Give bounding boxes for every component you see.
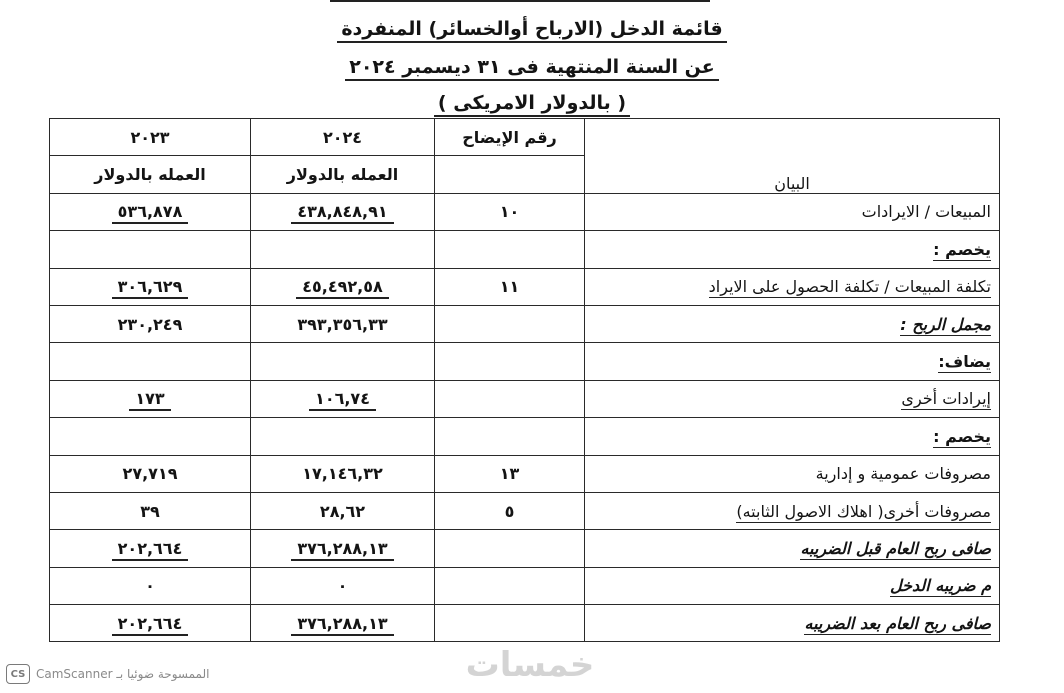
row-label: يضاف: (585, 343, 1000, 380)
table-row (50, 418, 1000, 455)
value-2023: ٢٠٢,٦٦٤ (50, 605, 251, 642)
note-number (435, 231, 585, 268)
note-number (435, 530, 585, 567)
value-2024: ٤٥,٤٩٢,٥٨ (251, 268, 435, 305)
note-number (435, 605, 585, 642)
note-number: ١١ (435, 268, 585, 305)
statement-currency: ( بالدولار الامريكى ) (0, 90, 1064, 116)
row-label: يخصم : (585, 231, 1000, 268)
value-2024: ٤٣٨,٨٤٨,٩١ (251, 193, 435, 230)
year-2023-header: ٢٠٢٣ (50, 119, 251, 156)
table-row (50, 530, 1000, 567)
row-label: مصروفات أخرى( اهلاك الاصول الثابته) (585, 492, 1000, 529)
table-row (50, 343, 1000, 380)
value-2023: ٢٣٠,٢٤٩ (50, 305, 251, 342)
table-row (50, 605, 1000, 642)
top-rule (330, 0, 710, 6)
statement-title: قائمة الدخل (الارباح أوالخسائر) المنفردة (0, 16, 1064, 42)
row-label: تكلفة المبيعات / تكلفة الحصول على الايراد (585, 268, 1000, 305)
note-number (435, 343, 585, 380)
currency-2024-header: العمله بالدولار (251, 156, 435, 193)
note-header-blank (435, 156, 585, 193)
header-row-years (50, 119, 1000, 156)
note-column-header: رقم الإيضاح (435, 119, 585, 156)
note-number: ١٣ (435, 455, 585, 492)
camscanner-logo-icon: CS (6, 664, 30, 684)
value-2023: ٣٠٦,٦٢٩ (50, 268, 251, 305)
khamsat-watermark: خمسات (465, 645, 595, 685)
note-number: ٥ (435, 492, 585, 529)
camscanner-stamp (6, 662, 209, 686)
value-2024: ٣٧٦,٢٨٨,١٣ (251, 605, 435, 642)
table-row (50, 193, 1000, 230)
note-number (435, 567, 585, 604)
note-number (435, 418, 585, 455)
value-2024: ١٧,١٤٦,٣٢ (251, 455, 435, 492)
value-2023: ٢٠٢,٦٦٤ (50, 530, 251, 567)
value-2024: ١٠٦,٧٤ (251, 380, 435, 417)
value-2024: ٣٧٦,٢٨٨,١٣ (251, 530, 435, 567)
table-row (50, 567, 1000, 604)
row-label: صافى ربح العام قبل الضريبه (585, 530, 1000, 567)
row-label: المبيعات / الايرادات (585, 193, 1000, 230)
table-row (50, 380, 1000, 417)
value-2023 (50, 231, 251, 268)
value-2023: ٢٧,٧١٩ (50, 455, 251, 492)
value-2023: ٥٣٦,٨٧٨ (50, 193, 251, 230)
value-2023 (50, 418, 251, 455)
value-2024: ٢٨,٦٢ (251, 492, 435, 529)
row-label: إيرادات أخرى (585, 380, 1000, 417)
value-2023: ١٧٣ (50, 380, 251, 417)
value-2024 (251, 343, 435, 380)
value-2024 (251, 231, 435, 268)
table-row (50, 268, 1000, 305)
note-number (435, 305, 585, 342)
note-number: ١٠ (435, 193, 585, 230)
income-statement-table (49, 118, 1000, 642)
table-row (50, 492, 1000, 529)
currency-2023-header: العمله بالدولار (50, 156, 251, 193)
table-row (50, 455, 1000, 492)
row-label: مصروفات عمومية و إدارية (585, 455, 1000, 492)
note-number (435, 380, 585, 417)
statement-period: عن السنة المنتهية فى ٣١ ديسمبر ٢٠٢٤ (0, 54, 1064, 80)
row-label: صافى ربح العام بعد الضريبه (585, 605, 1000, 642)
value-2023 (50, 343, 251, 380)
table-row (50, 231, 1000, 268)
camscanner-text: الممسوحة ضوئيا بـ CamScanner (36, 667, 210, 681)
value-2023: ٣٩ (50, 492, 251, 529)
table-row (50, 305, 1000, 342)
value-2024 (251, 418, 435, 455)
value-2024: ٠ (251, 567, 435, 604)
row-label: مجمل الربح : (585, 305, 1000, 342)
row-label: م ضريبه الدخل (585, 567, 1000, 604)
description-column-header: البيان (585, 119, 1000, 194)
year-2024-header: ٢٠٢٤ (251, 119, 435, 156)
value-2023: ٠ (50, 567, 251, 604)
row-label: يخصم : (585, 418, 1000, 455)
value-2024: ٣٩٣,٣٥٦,٣٣ (251, 305, 435, 342)
